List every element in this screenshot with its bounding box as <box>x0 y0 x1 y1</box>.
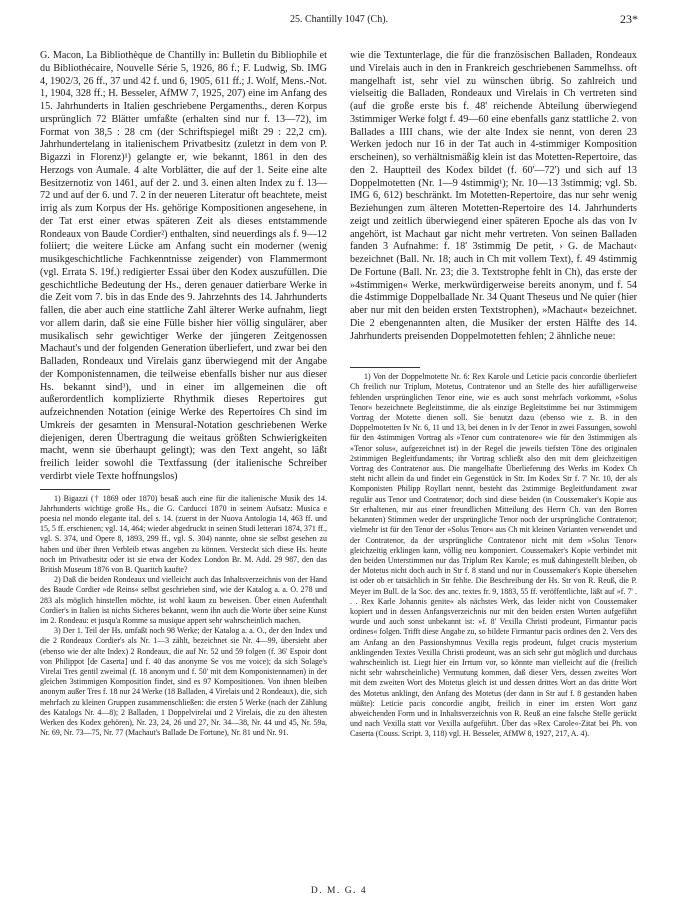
left-main-text: G. Macon, La Bibliothèque de Chantilly in: Bulletin du Bibliophile et du Bibliothécaire, Nouvelle Série 5, 1926, 86 f.; F. Ludwig, Sb. IMG 4, 1902/3, 26 ff., 37 und 42 f. und 6, 1905, 611 ff.; J. Wolf, Mens.-Not. 1, 1904, 328 ff.; H. Besseler, AfMW 7, 1925, 207) eine im Anfang des 15. Jahrhunderts in Italien geschriebene Pergamenths., deren Korpus ursprünglich 72 Blätter umfaßte (erhalten sind nur f. 13—72), im Format von 38,5 : 28 cm (der Schriftspiegel mißt 29 : 22,2 cm). Jahrhundertelang in italienischem Privatbesitz (zuletzt in dem von P. Bigazzi in Florenz)¹) gelangte er, wie bekannt, 1861 in den des Herzogs von Aumale. 4 alte Vorblätter, die auf der 1. Seite eine alte Besitzernotiz von 1461, auf der 2. und 3. einen alten Index zu f. 13—72 und auf der 6. und 7. 2 in der neueren Literatur oft beachtete, meist irrig als zum Korpus der Hs. gehörige Kompositionen angesehene, in der Tat erst einer etwas späteren Zeit als dieses entstammende Rondeaux von Baude Cordier²) enthalten, sind neuerdings als f. 9—12 foliiert; die weitere Lücke am Anfang sucht ein moderner (wenig musikgeschichtliche Fachkenntnisse zeigender) von Flammermont (vgl. Errata S. 19f.) redigierter Essai über den Kodex auszufüllen. Die geschichtliche Bedeutung der Hs., deren genauer datierbare Werke in die Zeit vom 7. bis in das Ende des 9. Jahrzehnts des 14. Jahrhunderts fallen, die aber auch eine stattliche Zahl älterer Werke aufnahm, liegt vor allem darin, daß sie eine Fülle bisher hier völlig singulärer, aber musikalisch sehr gewichtiger Werke der jüngeren Zeitgenossen Machaut's und der folgenden Generation überliefert, und zwar bei den Balladen, Rondeaux und Virelais ganz überwiegend mit der Angabe der Komponistennamen, die teilweise ebenfalls bisher nur aus dieser Hs. bekannt sind³), und in einer im allgemeinen die oft außerordentlich komplizierte Rhythmik dieses Repertoires gut aufzeichnenden Notation (einige Werke des Repertoires Ch sind im Umkreis der gesamten in Mensural-Notation geschriebenen Werke diejenigen, deren Übertragung die weitaus größten Schwierigkeiten macht, wenn sie überhaupt gelingt); was den Text angeht, so läßt freilich leider sowohl die Textfassung (der italienische Schreiber verdirbt viele Texte hoffnungslos) <box>40 50 327 482</box>
footnote-2: 2) Daß die beiden Rondeaux und vielleicht auch das Inhaltsverzeichnis von der Hand des Baude Cordier »de Reins« selbst geschrieben sind, wie der Katalog a. a. O. 278 und 283 als möglich hinstellen möchte, ist wohl kaum zu beweisen. Über einen Aufenthalt Cordier's in Italien ist nichts Sicheres bekannt, wenn ihn auch die Worte über seine Kunst im 2. Rondeau: et jusqu'a Romme sa musique appert sehr wahrscheinlich machen. <box>40 575 327 625</box>
page-number: 23* <box>620 12 638 26</box>
right-column <box>350 50 637 740</box>
footnote-3: 3) Der 1. Teil der Hs. umfaßt noch 98 Werke; der Katalog a. a. O., der den Index und die 2 Rondeaux Cordier's als Nr. 1—3 zählt, bezeichnet sie Nr. 4—99, übersieht aber (ebenso wie der alte Index) 2 Rondeaux, die auf Nr. 52 und 59 folgen (f. 36' Espoir dont von Philippot [de Caserta] und f. 40 das anonyme Se vos me voice); da sich Solage's Virelai Tres gentil zweimal (f. 18 anonym und f. 50' mit dem Komponistennamen) in der gleichen 3stimmigen Komposition findet, sind es 97 Kompositionen. Von ihnen bleiben anonym außer Tres f. 18 nur 24 Werke (18 Balladen, 4 Virelais und 2 Rondeaux), die, sich mehrfach zu kleinen Gruppen zusammenschließen: die ersten 5 Werke (nach der Zählung des Katalogs Nr. 4—8); 2 Balladen, 1 Doppelvirelai und 2 Virelais, die zu den ältesten Werken des Kodex gehören), Nr. 23, 24, 26 und 27, Nr. 34—38, Nr. 44 und 45, Nr. 59a, Nr. 69, Nr. 73—75, Nr. 77 (Machaut's Ballade De Fortune), Nr. 81 und Nr. 91. <box>40 626 327 738</box>
right-main-text: wie die Textunterlage, die für die französischen Balladen, Rondeaux und Virelais auch in den in Frankreich geschriebenen Sammelhss. oft mangelhaft ist, sehr viel zu wünschen übrig. So zahlreich und vielseitig die Balladen, Rondeaux und Virelais in Ch vertreten sind (auf die große erste bis f. 48' reichende Abteilung überwiegend 3stimmiger Werke folgt f. 49—60 eine ebenfalls ganz stattliche 2. von Ballades a IIII chans, wie der alte Index sie nennt, von deren 23 Werken jedoch nur 16 in der Tat auch in 4-stimmiger Komposition erscheinen), so verhältnismäßig klein ist das Motetten-Repertoire, das den 2. Hauptteil des Kodex bildet (f. 60'—72') und sich auf 13 Doppelmotetten (Nr. 1—9 4stimmig¹); Nr. 10—13 3stimmig; vgl. Sb. IMG 6, 612) beschränkt. Im Motetten-Repertoire, das nur sehr wenig Beziehungen zum älteren Motetten-Repertoire des 14. Jahrhunderts zeigt und zeitlich überwiegend einer späteren Epoche als das von Iv angehört, ist Machaut gar nicht mehr vertreten. Von seinen Balladen fanden 3 Aufnahme: f. 18' 3stimmig De petit, › G. de Machaut‹ bezeichnet (Ball. Nr. 18; auch in Ch mit vollem Text), f. 49 4stimmig De Fortune (Ball. Nr. 23; die 3. Textstrophe fehlt in Ch), das erste der »4stimmigen« Werke, merkwürdigerweise bereits anonym, und f. 54 die 4stimmige Doppelballade Nr. 34 Quant Theseus und Ne quier (hier aber nur mit den beiden ersten Textstrophen), »Machaut« bezeichnet. Die 2 ebengenannten alten, die Musiker der ersten Hälfte des 14. Jahrhunderts preisenden Doppelmotetten fehlen; 2 ähnliche neue: <box>350 50 637 342</box>
footnote-rule <box>40 489 110 490</box>
footnote-1: 1) Bigazzi († 1869 oder 1870) besaß auch eine für die italienische Musik des 14. Jahrhunderts wichtige große Hs., die G. Carducci 1870 in seinem Aufsatz: Musica e poesia nel mondo elegante ital. del s. 14. (zuerst in der Nuova Antologia 14, 463 ff. und 15, 5 ff. erschienen; vgl. 14, 464; wieder abgedruckt in seinen Studi letterari 1874, 371 ff., vgl. S. 374, und Opere 8, 1893, 299 ff., vgl. S. 304) nannte, ohne sie selbst gesehen zu haben und über ihren Verbleib etwas angeben zu können. Versteckt sich diese Hs. heute noch im Privatbesitz oder ist sie etwa der Kodex London Br. M. Add. 29 987, den das British Museum 1876 von B. Quaritch kaufte? <box>40 493 327 574</box>
footnote-right-1: 1) Von der Doppelmotette Nr. 6: Rex Karole und Leticie pacis concordie überliefert Ch freilich nur Triplum, Motetus, Contratenor und an Stelle des hier aufälligerweise fehlenden ursprünglichen Tenor eine, wie es auch sonst mehrfach vorkommt, »Solus Tenor« bezeichnete Begleitstimme, die als einzige Begleitstimme bei nur 3stimmigem Vortrag der Motette dienen soll. Sie benutzt dazu (ebenso wie z. B. in den Doppelmotetten Iv Nr. 6, 11 und 13, bei denen in Iv der Tenor in zwei Fassungen, sowohl für den 4stimmigen Vortrag als »Tenor cum contratenore« wie für den 3stimmigen als »Tenor solus«, aufgezeichnet ist) in der Regel die jeweils tiefsten Töne des originalen 2stimmigen Begleitfundaments; ihr Vortrag schließt also den mit dem gleichzeitigen Vortrag des Contratenor aus. Die mangelhafte Überlieferung des Werks im Kodex Ch steht nicht allein da und findet ein Gegenstück in Str. Im Kodex Str f. 7' Nr. 10, der als Komponisten Philipp Royllart nennt, besteht das 2stimmige Begleitfundament zwar regulär aus Tenor und Contratenor; doch sind diese beiden (in Coussemaker's Kopie aus Str erhaltenen, mir aus einer freundlichen Mitteilung des Herrn Ch. van den Borren bekannten) Stimmen weder der ursprüngliche Tenor noch der ursprüngliche Contratenor; vielmehr ist für den Tenor der »Solus Tenor« aus Ch mit kleinen Varianten verwendet und der Contratenor, da der ursprüngliche Contratenor nicht mit dem »Solus Tenor« gleichzeitig erklingen kann, völlig neu komponiert. Coussemaker's Kopie verbindet mit den beiden Unterstimmen nur das Triplum Rex Karole; es muß dahingestellt bleiben, ob der Motetus nicht doch auch in Str f. 8 stand und nur in Coussemaker's Kopie übersehen ist oder ob er tatsächlich in Str fehlte. Die Beschreibung der Hs. Str von R. Reuß, die P. Meyer im Bull. de la Soc. des anc. textes fr. 9, 1883, 55 ff. veröffentlichte, läßt auf »f. 7' . . . Rex Karle Johannis genite« als nächstes Werk, das leider nicht von Coussemaker kopiert und in dessen Anfangsverzeichnis nur mit den beiden ersten Worten aufgeführt wurde und auch sonst unbekannt ist: »f. 8' Vexilla Christi prodeunt, Firmantur pacis ordines« folgen. Trifft diese Angabe zu, so bildete Firmantur pacis ordines den 2. Vers des am Anfang an den Passionshymnus Vexilla regis prodeunt, fulget crucis mysterium anklingenden Textes Vexilla Christi prodeunt, was an sich sehr gut möglich und durchaus wahrscheinlich ist. Liegt hier ein Irrtum vor, so könnte man vielleicht auf die (freilich nicht sehr wahrscheinliche) Vermutung kommen, daß dieser Vers, dessen zweites Wort mit dem zweiten Wort des Motetus gleich ist und dessen drittes Wort an das dritte Wort des Motetus anklingt, den Anfang des Motetus (der dann in Str auf f. 8 gestanden haben müßte): Leticie pacis concordie angibt, freilich in einer im ersten Wort ganz abweichenden Form und in Inhaltsverzeichnis von R. Reuß an eine falsche Stelle gerückt und nach Vexilla statt vor Vexilla aufgeführt. Über das »Rex Carole«-Zitat bei Ph. von Caserta (Couss. Script. 3, 118) vgl. H. Besseler, AfMW 8, 1927, 217, A. 4). <box>350 372 637 739</box>
footnote-rule <box>350 367 420 368</box>
running-header <box>40 14 638 30</box>
running-title: 25. Chantilly 1047 (Ch). <box>289 14 389 25</box>
page-footer: D. M. G. 4 <box>310 886 368 896</box>
left-column <box>40 50 327 738</box>
